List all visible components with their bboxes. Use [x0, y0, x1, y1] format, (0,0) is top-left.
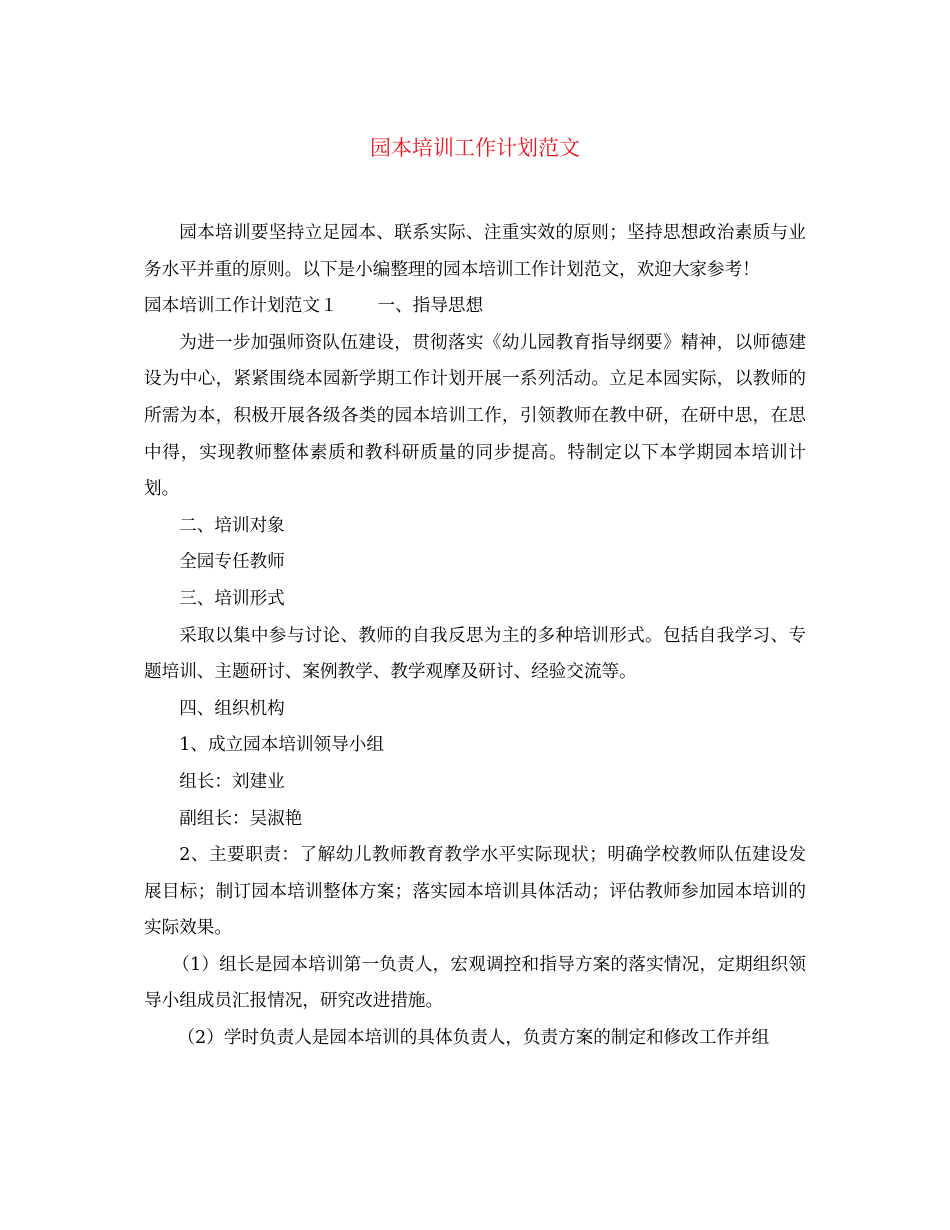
item2-paragraph: 2、主要职责：了解幼儿教师教育教学水平实际现状；明确学校教师队伍建设发展目标；制订园本培训整体方案；落实园本培训具体活动；评估教师参加园本培训的实际效果。: [144, 845, 806, 939]
duty2-paragraph: （2）学时负责人是园本培训的具体负责人，负责方案的制定和修改工作并组: [177, 1028, 770, 1049]
section4-heading: 四、组织机构: [179, 698, 285, 719]
section3-paragraph: 采取以集中参与讨论、教师的自我反思为主的多种培训形式。包括自我学习、专题培训、主题研讨、案例教学、教学观摩及研讨、经验交流等。: [144, 625, 806, 683]
sample-heading: 园本培训工作计划范文１: [144, 296, 338, 317]
intro-paragraph: 园本培训要坚持立足园本、联系实际、注重实效的原则；坚持思想政治素质与业务水平并重的原则。以下是小编整理的园本培训工作计划范文，欢迎大家参考！: [144, 223, 806, 280]
item1-line: 1、成立园本培训领导小组: [179, 735, 384, 756]
document-title: 园本培训工作计划范文: [370, 136, 580, 160]
section2-paragraph: 全园专任教师: [179, 552, 285, 573]
section1-heading: 一、指导思想: [377, 296, 484, 317]
section1-paragraph: 为进一步加强师资队伍建设，贯彻落实《幼儿园教育指导纲要》精神，以师德建设为中心，紧紧围绕本园新学期工作计划开展一系列活动。立足本园实际，以教师的所需为本，积极开展各级各类的园本培训工作，引领教师在教中研，在研中思，在思中得，实现教师整体素质和教科研质量的同步提高。特制定以下本学期园本培训计划。: [144, 332, 806, 500]
sample-heading-line: [144, 288, 806, 325]
section3-heading: 三、培训形式: [179, 588, 285, 609]
leader-line: 组长：刘建业: [179, 771, 285, 792]
section2-heading: 二、培训对象: [179, 515, 285, 536]
deputy-leader-line: 副组长：吴淑艳: [179, 808, 303, 829]
duty1-paragraph: （1）组长是园本培训第一负责人，宏观调控和指导方案的落实情况，定期组织领导小组成员汇报情况，研究改进措施。: [144, 954, 806, 1012]
document-body: [144, 215, 806, 1057]
